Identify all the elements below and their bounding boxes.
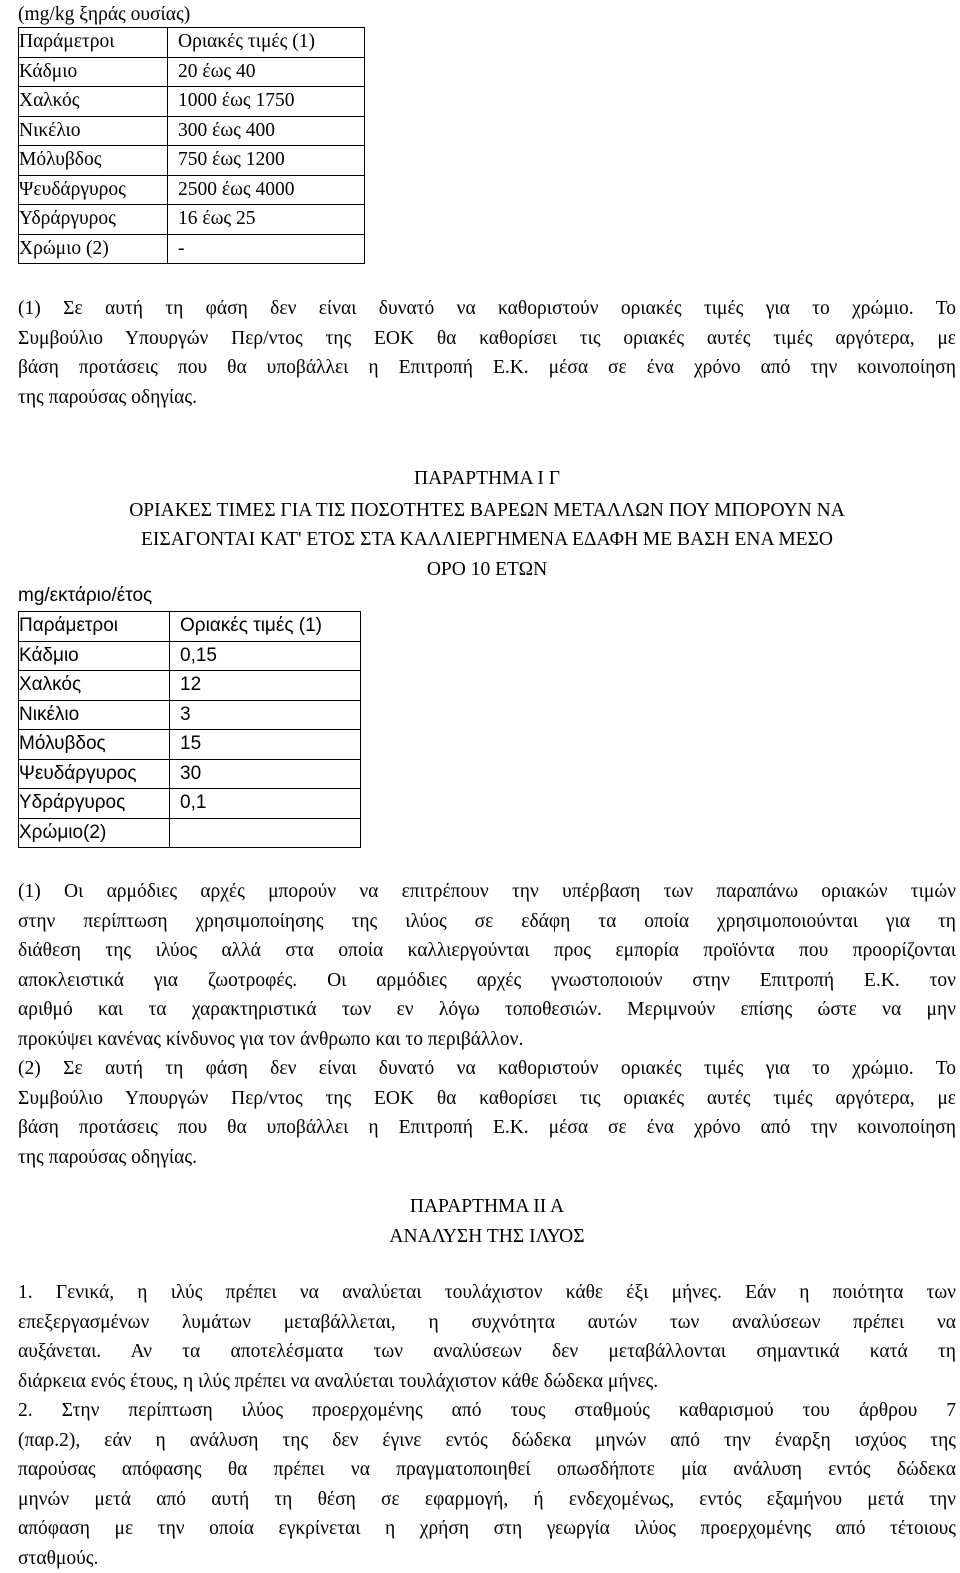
table-row xyxy=(19,700,361,730)
annex-ic-heading xyxy=(18,464,956,584)
footnote-line: αποκλειστικά για ζωοτροφές. Οι αρμόδιες αρχές γνωστοποιούν στην Επιτροπή Ε.Κ. τον xyxy=(18,966,956,996)
paragraph-line: 1. Γενικά, η ιλύς πρέπει να αναλύεται τουλάχιστον κάθε έξι μήνες. Εάν η ποιότητα των xyxy=(18,1278,956,1308)
param-name: Χαλκός xyxy=(19,87,168,117)
footnote-line: (2) Σε αυτή τη φάση δεν είναι δυνατό να καθοριστούν οριακές τιμές για το χρώμιο. Το xyxy=(18,1054,956,1084)
footnote-line: (1) Οι αρμόδιες αρχές μπορούν να επιτρέπουν την υπέρβαση των παραπάνω οριακών τιμών xyxy=(18,877,956,907)
param-value: 12 xyxy=(170,671,361,701)
param-name: Κάδμιο xyxy=(19,57,168,87)
paragraph-line: απόφαση με την οποία εγκρίνεται η χρήση στη γεωργία ιλύος προερχομένης από τέτοιους xyxy=(18,1514,956,1544)
annex-subtitle-line: ΟΡΟ 10 ΕΤΩΝ xyxy=(18,555,956,585)
footnote-line: στην περίπτωση χρησιμοποίησης της ιλύος σε εδάφη τα οποία χρησιμοποιούνται για τη xyxy=(18,907,956,937)
param-value: 3 xyxy=(170,700,361,730)
annex-iia-heading xyxy=(18,1192,956,1251)
paragraph-line: 2. Στην περίπτωση ιλύος προερχομένης από τους σταθμούς καθαρισμού του άρθρου 7 xyxy=(18,1396,956,1426)
footnote-line: προκύψει κανένας κίνδυνος για τον άνθρωπο και το περιβάλλον. xyxy=(18,1025,956,1055)
paragraph-2 xyxy=(18,1396,956,1573)
footnote-line: βάση προτάσεις που θα υποβάλλει η Επιτροπή Ε.Κ. μέσα σε ένα χρόνο από την κοινοποίηση xyxy=(18,353,956,383)
footnote-line: βάση προτάσεις που θα υποβάλλει η Επιτροπή Ε.Κ. μέσα σε ένα χρόνο από την κοινοποίηση xyxy=(18,1113,956,1143)
paragraph-line: μηνών μετά από αυτή τη θέση σε εφαρμογή, ή ενδεχομένως, εντός εξαμήνου μετά την xyxy=(18,1485,956,1515)
footnote-ic-2 xyxy=(18,1054,956,1172)
footnote-line: της παρούσας οδηγίας. xyxy=(18,383,956,413)
footnote-line: διάθεση της ιλύος αλλά στα οποία καλλιεργούνται προς εμπορία προϊόντα που προορίζονται xyxy=(18,936,956,966)
annex-title: ΠΑΡΑΡΤΗΜΑ ΙΙ Α xyxy=(18,1192,956,1222)
footnote-line: Συμβούλιο Υπουργών Περ/ντος της ΕΟΚ θα καθορίσει τις οριακές αυτές τιμές αργότερα, με xyxy=(18,324,956,354)
param-name: Νικέλιο xyxy=(19,116,168,146)
footnote-line: της παρούσας οδηγίας. xyxy=(18,1143,956,1173)
paragraph-1 xyxy=(18,1278,956,1396)
unit-label-1: (mg/kg ξηράς ουσίας) xyxy=(18,0,190,30)
param-value: 300 έως 400 xyxy=(168,116,365,146)
annex-subtitle-line: ΕΙΣΑΓΟΝΤΑΙ ΚΑΤ' ΕΤΟΣ ΣΤΑ ΚΑΛΛΙΕΡΓΗΜΕΝΑ ΕΔΑΦΗ ΜΕ ΒΑΣΗ ΕΝΑ ΜΕΣΟ xyxy=(18,525,956,555)
table-row xyxy=(19,116,365,146)
paragraph-line: αυξάνεται. Αν τα αποτελέσματα των αναλύσεων δεν μεταβάλλονται σημαντικά κατά τη xyxy=(18,1337,956,1367)
param-name: Χαλκός xyxy=(19,671,170,701)
param-value: 20 έως 40 xyxy=(168,57,365,87)
footnote-ic-1 xyxy=(18,877,956,1054)
footnote-line: αριθμό και τα χαρακτηριστικά των εν λόγω τοποθεσιών. Μεριμνούν επίσης ώστε να μην xyxy=(18,995,956,1025)
table-row xyxy=(19,234,365,264)
annex-subtitle-line: ΟΡΙΑΚΕΣ ΤΙΜΕΣ ΓΙΑ ΤΙΣ ΠΟΣΟΤΗΤΕΣ ΒΑΡΕΩΝ ΜΕΤΑΛΛΩΝ ΠΟΥ ΜΠΟΡΟΥΝ ΝΑ xyxy=(18,496,956,526)
paragraph-line: παρούσας απόφασης θα πρέπει να πραγματοποιηθεί οπωσδήποτε μία ανάλυση εντός δώδεκα xyxy=(18,1455,956,1485)
unit-label-2: mg/εκτάριο/έτος xyxy=(18,581,152,611)
param-value: 15 xyxy=(170,730,361,760)
param-name: Μόλυβδος xyxy=(19,146,168,176)
footnote-line: (1) Σε αυτή τη φάση δεν είναι δυνατό να καθοριστούν οριακές τιμές για το χρώμιο. Το xyxy=(18,294,956,324)
table-row xyxy=(19,146,365,176)
header-parameters: Παράμετροι xyxy=(19,28,168,58)
table-row xyxy=(19,730,361,760)
param-name: Υδράργυρος xyxy=(19,789,170,819)
param-name: Χρώμιο(2) xyxy=(19,818,170,848)
header-limit-values: Οριακές τιμές (1) xyxy=(168,28,365,58)
table-row xyxy=(19,671,361,701)
table-row xyxy=(19,759,361,789)
table-row xyxy=(19,57,365,87)
param-name: Κάδμιο xyxy=(19,641,170,671)
param-value: 30 xyxy=(170,759,361,789)
param-name: Υδράργυρος xyxy=(19,205,168,235)
annex-subtitle: ΑΝΑΛΥΣΗ ΤΗΣ ΙΛΥΟΣ xyxy=(18,1222,956,1252)
footnote-line: Συμβούλιο Υπουργών Περ/ντος της ΕΟΚ θα καθορίσει τις οριακές αυτές τιμές αργότερα, με xyxy=(18,1084,956,1114)
param-value: 2500 έως 4000 xyxy=(168,175,365,205)
param-value: 16 έως 25 xyxy=(168,205,365,235)
param-name: Ψευδάργυρος xyxy=(19,759,170,789)
param-name: Ψευδάργυρος xyxy=(19,175,168,205)
table-row xyxy=(19,818,361,848)
param-value: 0,1 xyxy=(170,789,361,819)
paragraph-line: διάρκεια ενός έτους, η ιλύς πρέπει να αναλύεται τουλάχιστον κάθε δώδεκα μήνες. xyxy=(18,1367,956,1397)
header-parameters: Παράμετροι xyxy=(19,612,170,642)
paragraph-line: επεξεργασμένων λυμάτων μεταβάλλεται, η συχνότητα αυτών των αναλύσεων πρέπει να xyxy=(18,1308,956,1338)
param-name: Χρώμιο (2) xyxy=(19,234,168,264)
param-value: - xyxy=(168,234,365,264)
table-row xyxy=(19,789,361,819)
param-name: Νικέλιο xyxy=(19,700,170,730)
paragraph-line: (παρ.2), εάν η ανάλυση της δεν έγινε εντός δώδεκα μηνών από την έναρξη ισχύος της xyxy=(18,1426,956,1456)
paragraph-line: σταθμούς. xyxy=(18,1544,956,1573)
annex-title: ΠΑΡΑΡΤΗΜΑ Ι Γ xyxy=(18,464,956,494)
limits-table-sludge xyxy=(18,27,365,264)
header-limit-values: Οριακές τιμές (1) xyxy=(170,612,361,642)
param-value: 750 έως 1200 xyxy=(168,146,365,176)
param-value: 0,15 xyxy=(170,641,361,671)
footnote-1 xyxy=(18,294,956,412)
param-value: 1000 έως 1750 xyxy=(168,87,365,117)
table-row xyxy=(19,641,361,671)
table-row xyxy=(19,175,365,205)
limits-table-annual xyxy=(18,611,361,848)
param-value xyxy=(170,818,361,848)
table-header-row xyxy=(19,612,361,642)
table-row xyxy=(19,87,365,117)
table-header-row xyxy=(19,28,365,58)
table-row xyxy=(19,205,365,235)
param-name: Μόλυβδος xyxy=(19,730,170,760)
